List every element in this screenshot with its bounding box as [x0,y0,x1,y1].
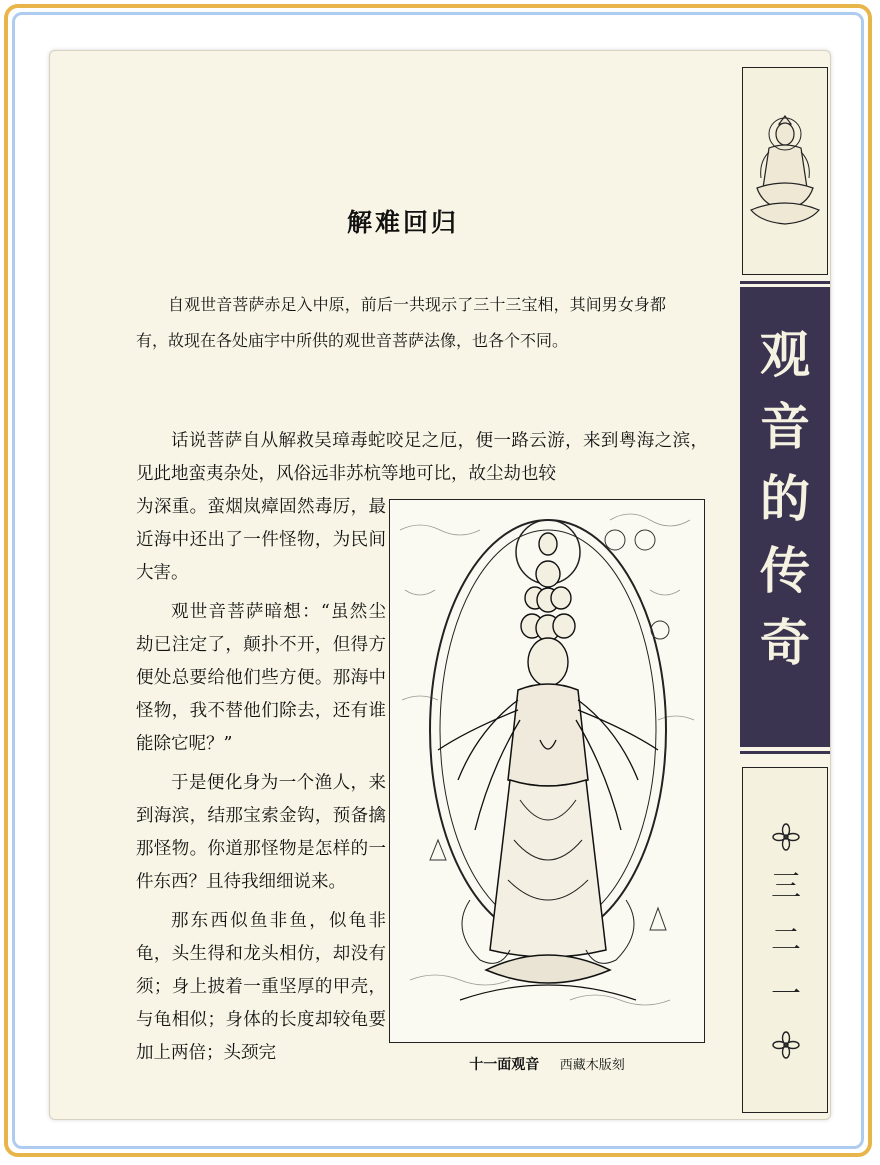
figure-caption-source: 西藏木版刻 [559,1058,625,1073]
figure-caption-title: 十一面观音 [469,1057,540,1073]
book-title-char: 奇 [760,613,810,672]
book-title-char: 的 [760,469,810,528]
guanyin-woodcut-figure [389,499,705,1043]
flower-ornament-icon [771,822,801,852]
body-paragraph-1-cont: 为深重。蛮烟岚瘴固然毒厉，最近海中还出了一件怪物，为民间大害。 [136,497,386,583]
body-text-left-column [136,491,386,1076]
book-title-char: 传 [760,541,810,600]
book-title-char: 观 [760,325,810,384]
page-number-panel [742,767,828,1113]
figure-caption [389,1054,705,1074]
book-page [49,50,831,1120]
side-band-rule-bottom [740,751,830,754]
flower-ornament-icon [771,1030,801,1060]
chapter-intro [136,287,666,359]
side-illustration-panel [742,67,828,275]
body-text-top [136,425,708,491]
side-band-rule-top [740,281,830,284]
intro-paragraph: 自观世音菩萨赤足入中原，前后一共现示了三十三宝相，其间男女身都有，故现在各处庙宇中所供的观世音菩萨法像，也各个不同。 [136,295,666,350]
body-paragraph-3: 于是便化身为一个渔人，来到海滨，结那宝索金钩，预备擒那怪物。你道那怪物是怎样的一件东西？且待我细细说来。 [136,773,386,892]
page-number-vertical [743,860,829,1022]
eleven-faced-guanyin-woodcut-icon [390,500,705,1043]
body-paragraph-2: 观世音菩萨暗想：“虽然尘劫已注定了，颠扑不开，但得方便处总要给他们些方便。那海中怪物，我不替他们除去，还有谁能除它呢？” [136,602,386,754]
book-title-vertical [740,319,830,679]
side-title-band [740,287,830,747]
book-title-char: 音 [760,397,810,456]
body-paragraph-1: 话说菩萨自从解救吴璋毒蛇咬足之厄，便一路云游，来到粤海之滨，见此地蛮夷杂处，风俗远非苏杭等地可比，故尘劫也较 [136,431,708,484]
page-number-char: 三 [771,869,801,904]
chapter-title: 解难回归 [346,208,459,237]
body-paragraph-4: 那东西似鱼非鱼，似龟非龟，头生得和龙头相仿，却没有须；身上披着一重坚厚的甲壳，与龟相似；身体的长度却较龟要加上两倍；头颈完 [136,911,386,1063]
page-number-char: 二 [771,923,801,958]
bodhisattva-figure-icon [743,68,827,274]
page-number-char: 一 [771,977,801,1012]
